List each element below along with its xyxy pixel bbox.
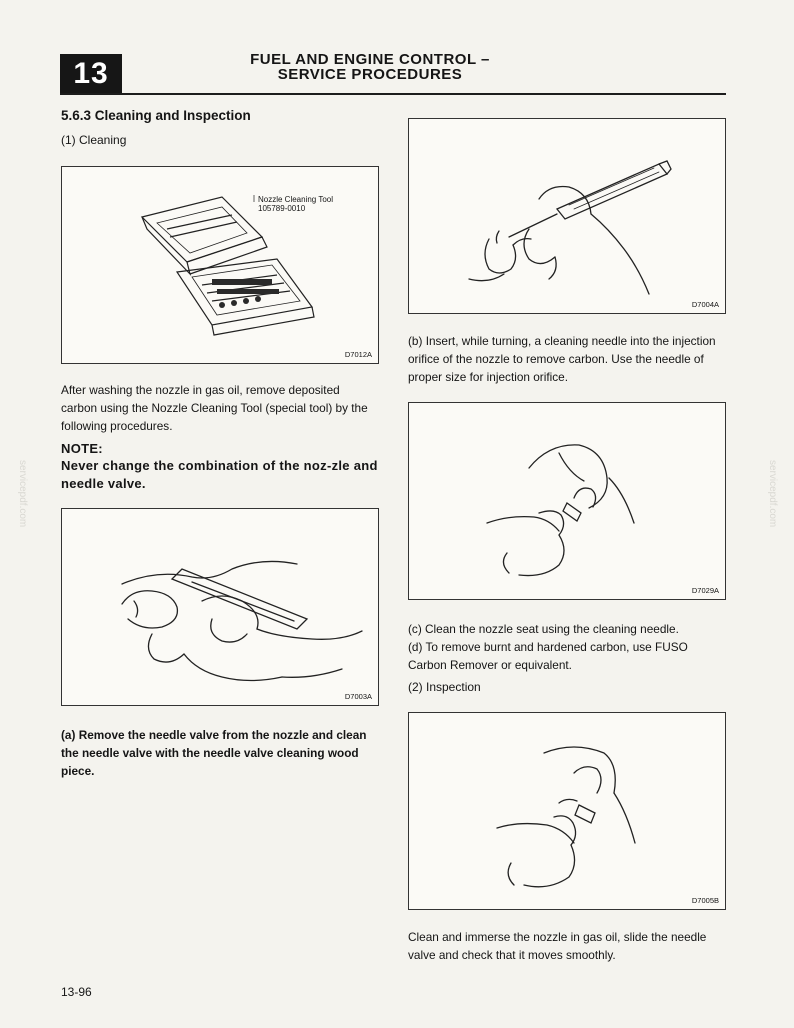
inspection-heading: (2) Inspection (408, 680, 481, 694)
hands-cleaning-needle-illustration (409, 119, 727, 315)
step-c-text: (c) Clean the nozzle seat using the cleaning needle. (408, 622, 679, 636)
cleaning-heading: (1) Cleaning (61, 133, 127, 147)
figure-code: D7003A (344, 692, 372, 701)
header-divider (60, 93, 726, 95)
figure-code: D7004A (691, 300, 719, 309)
hands-wood-piece-illustration (62, 509, 380, 707)
watermark-left: servicepdf.com (17, 460, 28, 528)
figure-needle-valve-cleaning (61, 508, 379, 706)
figure-inspection (408, 712, 726, 910)
intro-paragraph: After washing the nozzle in gas oil, remove deposited carbon using the Nozzle Cleaning Tool (special tool) by the following procedures. (61, 383, 368, 433)
note-text: Never change the combination of the noz-zle and needle valve. (61, 458, 378, 491)
figure-code: D7029A (691, 586, 719, 595)
figure-code: D7012A (344, 350, 372, 359)
tool-label-name: Nozzle Cleaning Tool (258, 195, 334, 204)
watermark-right: servicepdf.com (767, 460, 778, 528)
step-a-text: (a) Remove the needle valve from the nozzle and clean the needle valve with the needle valve cleaning wood piece. (61, 728, 367, 778)
page-number: 13-96 (61, 985, 92, 999)
section-title: 5.6.3 Cleaning and Inspection (61, 108, 251, 123)
step-d-text: (d) To remove burnt and hardened carbon, use FUSO Carbon Remover or equivalent. (408, 640, 688, 672)
hands-inspection-illustration (409, 713, 727, 911)
chapter-number-badge: 13 (60, 54, 122, 94)
page-header-title (230, 52, 510, 82)
header-title-line1: FUEL AND ENGINE CONTROL – (250, 51, 490, 68)
step-b-text: (b) Insert, while turning, a cleaning needle into the injection orifice of the nozzle to remove carbon. Use the needle of proper size for injection orifice. (408, 334, 716, 384)
header-title-line2: SERVICE PROCEDURES (277, 66, 463, 83)
inspection-text: Clean and immerse the nozzle in gas oil, slide the needle valve and check that it moves smoothly. (408, 930, 707, 962)
figure-nozzle-cleaning-tool (61, 166, 379, 364)
note-heading: NOTE: (61, 441, 103, 456)
figure-cleaning-needle-insertion (408, 118, 726, 314)
hands-nozzle-seat-illustration (409, 403, 727, 601)
figure-code: D7005B (691, 896, 719, 905)
figure-nozzle-seat-cleaning (408, 402, 726, 600)
tool-label (258, 195, 333, 213)
tool-label-part-number: 105789-0010 (258, 204, 306, 213)
